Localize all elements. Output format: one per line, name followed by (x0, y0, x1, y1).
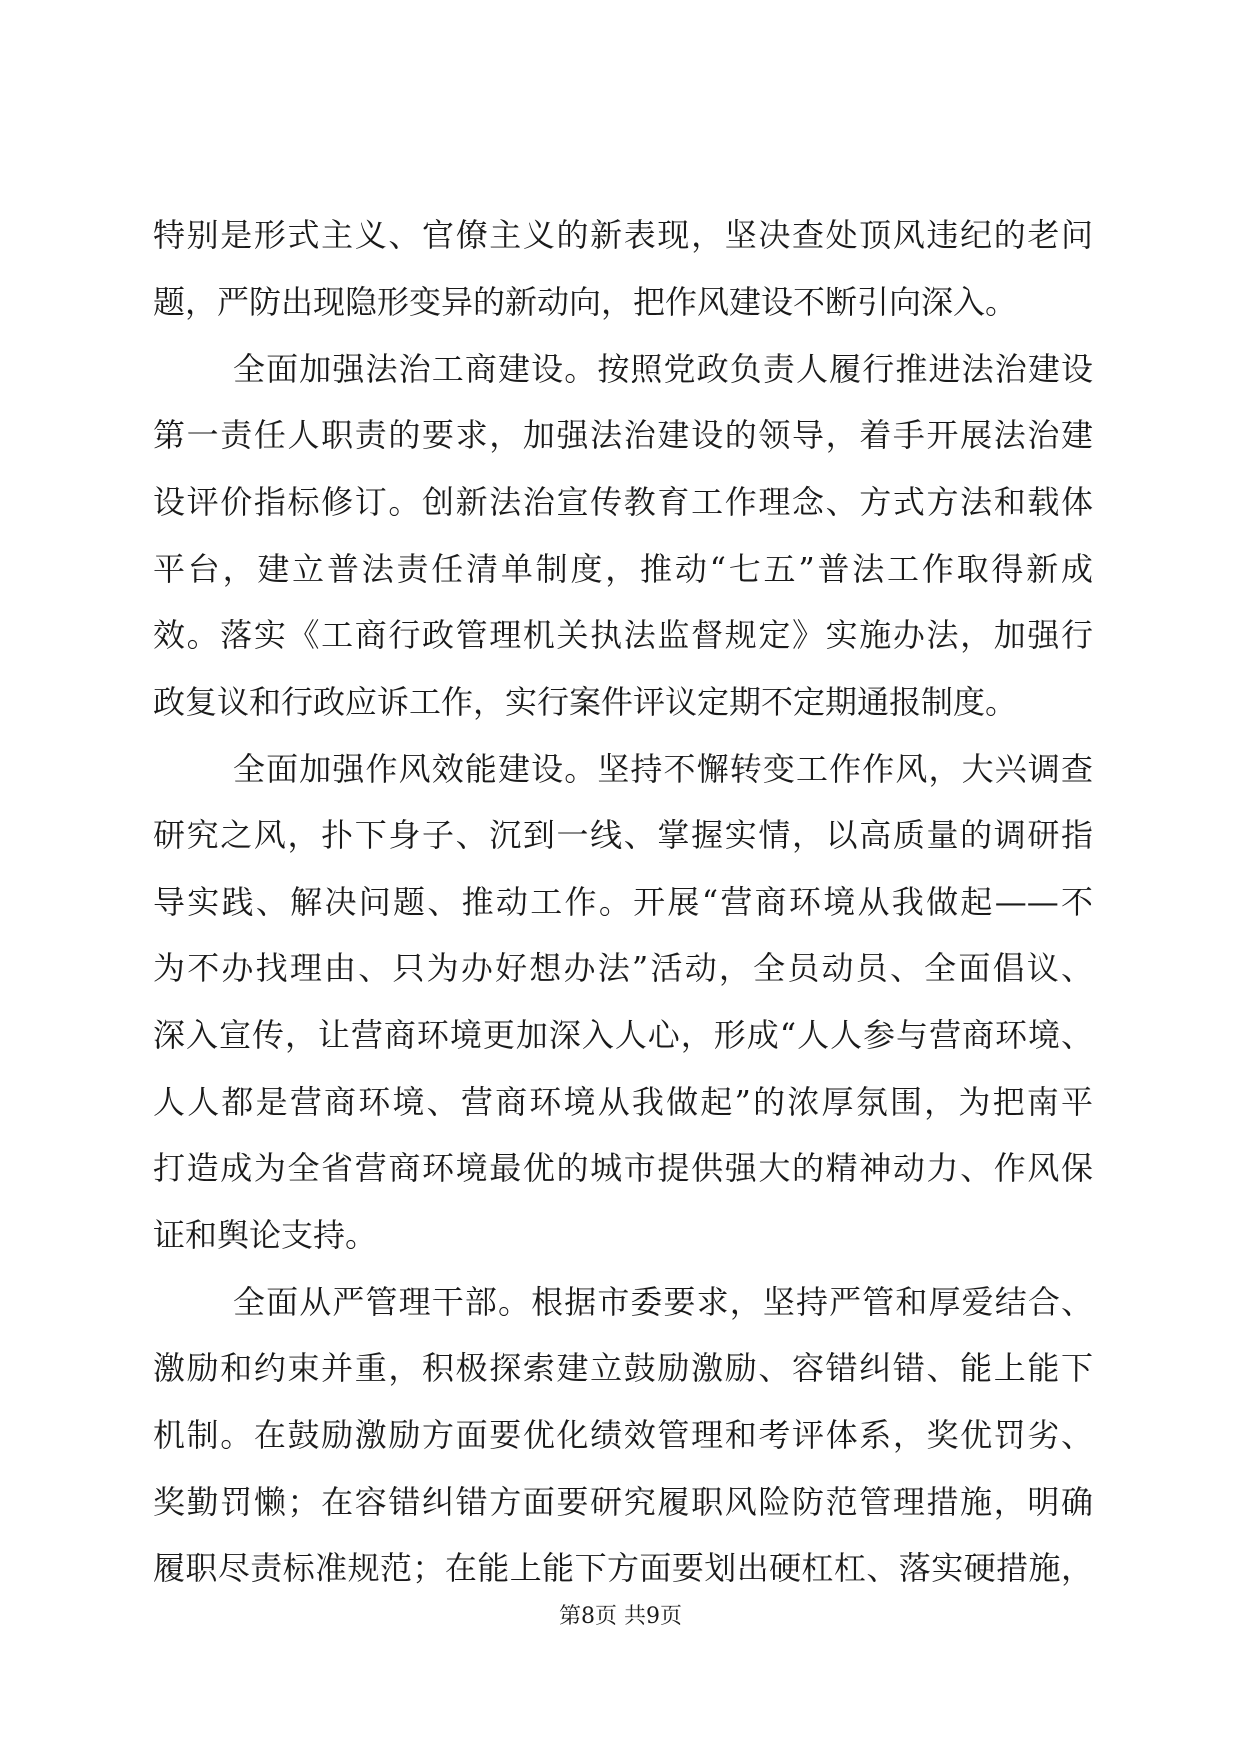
paragraph-line: 导实践、解决问题、推动工作。开展“营商环境从我做起——不 (153, 883, 1093, 921)
paragraph-line: 题，严防出现隐形变异的新动向，把作风建设不断引向深入。 (153, 283, 1018, 321)
paragraph-line: 第一责任人职责的要求，加强法治建设的领导，着手开展法治建 (153, 416, 1093, 454)
paragraph-line: 证和舆论支持。 (153, 1216, 378, 1254)
paragraph-line: 奖勤罚懒；在容错纠错方面要研究履职风险防范管理措施，明确 (153, 1483, 1093, 1521)
paragraph-line: 特别是形式主义、官僚主义的新表现，坚决查处顶风违纪的老问 (153, 216, 1093, 254)
paragraph-line: 政复议和行政应诉工作，实行案件评议定期不定期通报制度。 (153, 683, 1018, 721)
paragraph-line: 效。落实《工商行政管理机关执法监督规定》实施办法，加强行 (153, 616, 1093, 654)
paragraph-line: 为不办找理由、只为办好想办法”活动，全员动员、全面倡议、 (153, 949, 1093, 987)
paragraph-line: 全面加强作风效能建设。坚持不懈转变工作作风，大兴调查 (233, 750, 1093, 788)
paragraph-line: 履职尽责标准规范；在能上能下方面要划出硬杠杠、落实硬措施， (153, 1549, 1093, 1587)
paragraph-line: 激励和约束并重，积极探索建立鼓励激励、容错纠错、能上能下 (153, 1349, 1093, 1387)
paragraph-line: 平台，建立普法责任清单制度，推动“七五”普法工作取得新成 (153, 550, 1093, 588)
page-number-footer: 第8页 共9页 (559, 1604, 682, 1629)
paragraph-line: 机制。在鼓励激励方面要优化绩效管理和考评体系，奖优罚劣、 (153, 1416, 1093, 1454)
paragraph-line: 全面加强法治工商建设。按照党政负责人履行推进法治建设 (233, 350, 1093, 388)
paragraph-line: 打造成为全省营商环境最优的城市提供强大的精神动力、作风保 (153, 1149, 1093, 1187)
paragraph-line: 全面从严管理干部。根据市委要求，坚持严管和厚爱结合、 (233, 1283, 1093, 1321)
paragraph-line: 研究之风，扑下身子、沉到一线、掌握实情，以高质量的调研指 (153, 816, 1093, 854)
paragraph-line: 设评价指标修订。创新法治宣传教育工作理念、方式方法和载体 (153, 483, 1093, 521)
paragraph-line: 深入宣传，让营商环境更加深入人心，形成“人人参与营商环境、 (153, 1016, 1093, 1054)
paragraph-line: 人人都是营商环境、营商环境从我做起”的浓厚氛围，为把南平 (153, 1083, 1093, 1121)
